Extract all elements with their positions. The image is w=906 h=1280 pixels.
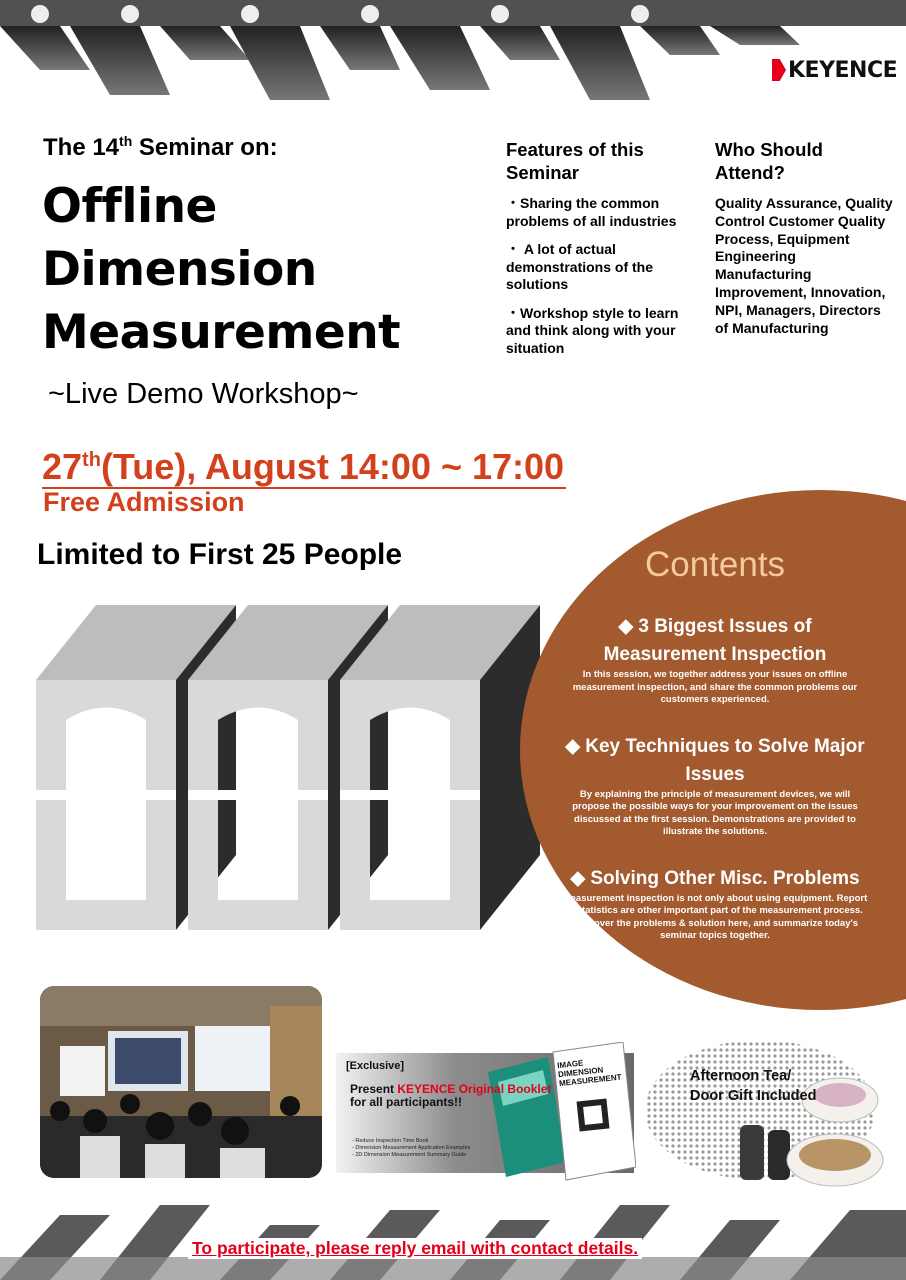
participation-cta[interactable]: To participate, please reply email with contact details. [188,1238,642,1259]
contents-heading: Contents [644,545,786,584]
afternoon-tea-text: Afternoon Tea/ Door Gift Included [690,1068,817,1104]
contents-item-title: ◆ 3 Biggest Issues of Measurement Inspection [603,616,827,665]
audience-heading: Who Should Attend? [715,139,823,183]
title-line: Measurement [42,305,401,360]
booklet-cover-title: IMAGE DIMENSION MEASUREMENT [556,1058,622,1089]
contents-item-desc: Measurement inspection is not only about using equipment. Report & statistics are other important part of the measurement process. We cover the problems & solution here, and summarize today's seminar topics together. [562,892,868,941]
booklet-contents-list: - Reduce Inspection Time Book - Dimension Measurement Application Examples - 2D Dimension Measurement Summary Guide [352,1138,471,1158]
logo-mark-icon [772,59,786,81]
afternoon-tea-image [640,1035,900,1200]
features-list [506,195,696,368]
contents-item-desc: In this session, we together address your issues on offline measurement inspection, and share the common problems our customers experienced. [572,669,858,705]
contents-item-title: ◆ Key Techniques to Solve Major Issues [565,735,865,785]
seminar-room-photo [40,986,322,1178]
contents-section [560,545,870,969]
logo-text: KEYENCE [788,57,898,83]
seminar-number: The 14th Seminar on: [43,133,278,161]
feature-item: ・Workshop style to learn and think along with your situation [506,304,679,356]
event-date: 27th(Tue), August 14:00 ~ 17:00 [42,440,566,489]
booklet-exclusive-label: [Exclusive] [346,1060,405,1072]
top-decorative-pattern [0,0,906,110]
audience-text: Quality Assurance, Quality Control Customer Quality Process, Equipment Engineering Manufacturing Improvement, Innovation, NPI, Managers, Directors of Manufacturing [715,195,893,336]
contents-item-title: ◆ Solving Other Misc. Problems [570,867,860,889]
decorative-blocks-graphic [36,600,556,945]
title-line: Offline [42,179,217,234]
attendee-limit: Limited to First 25 People [37,538,403,571]
page-title [42,175,400,364]
keyence-logo [772,56,897,84]
features-heading: Features of this Seminar [506,139,644,183]
feature-item: ・ A lot of actual demonstrations of the solutions [506,241,654,292]
free-admission: Free Admission [43,487,245,517]
feature-item: ・Sharing the common problems of all industries [506,195,677,229]
title-line: Dimension [42,242,317,297]
booklet-present-text: Present KEYENCE Original Booklet for all participants!! [350,1082,552,1109]
contents-item-desc: By explaining the principle of measurement devices, we will propose the possible ways for your improvement on the issues discussed at the first session. Demonstrations are provided to illustrate the solutions. [572,788,858,837]
subtitle: ~Live Demo Workshop~ [48,378,359,410]
